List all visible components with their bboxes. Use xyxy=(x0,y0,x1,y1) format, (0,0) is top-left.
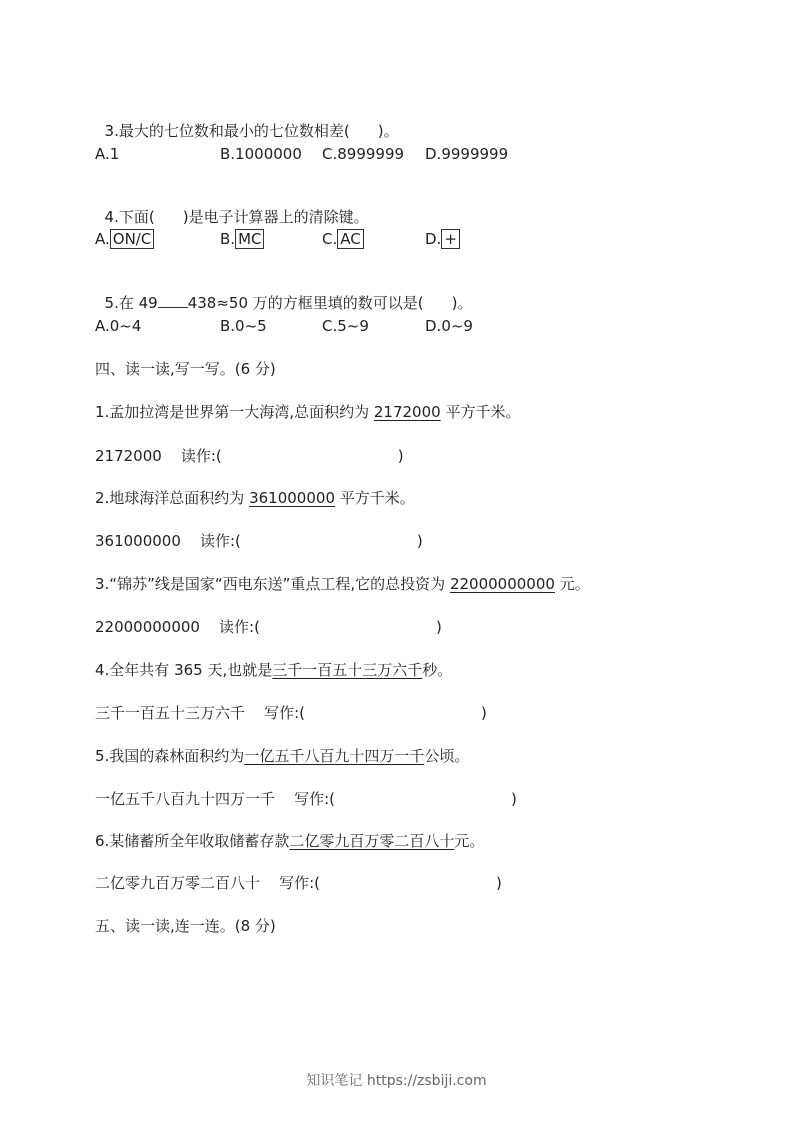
s4-item-3 xyxy=(95,574,590,594)
q4-option-d-prefix: D. xyxy=(425,230,442,248)
question-4-text-a: 4.下面( xyxy=(104,208,155,226)
ac-key-box: AC xyxy=(337,229,363,249)
s4-item-3-before: 3.“锦苏”线是国家“西电东送”重点工程,它的总投资为 xyxy=(95,575,450,593)
s4-answer-5 xyxy=(95,789,517,809)
s4-answer-3-suffix: ) xyxy=(435,618,442,636)
s4-item-1-after: 平方千米。 xyxy=(440,403,521,421)
s4-answer-6-prefix: 二亿零九百万零二百八十 写作:( xyxy=(95,874,320,892)
q5-option-a: A.0~4 xyxy=(95,317,142,335)
s4-item-6-number: 二亿零九百万零二百八十 xyxy=(289,832,455,850)
fill-blank xyxy=(158,293,188,308)
on-c-key-box: ON/C xyxy=(110,229,155,249)
s4-answer-4-prefix: 三千一百五十三万六千 写作:( xyxy=(95,704,305,722)
s4-answer-3 xyxy=(95,617,442,637)
question-5 xyxy=(95,273,473,313)
q4-option-a-prefix: A. xyxy=(95,230,110,248)
s4-item-4 xyxy=(95,660,452,680)
s4-answer-3-prefix: 22000000000 读作:( xyxy=(95,618,260,636)
mc-key-box: MC xyxy=(235,229,264,249)
q4-option-c xyxy=(322,229,364,249)
q3-option-b: B.1000000 xyxy=(220,145,302,163)
q5-option-b: B.0~5 xyxy=(220,317,267,335)
question-3-text-a: 3.最大的七位数和最小的七位数相差( xyxy=(104,122,350,140)
s4-item-2-before: 2.地球海洋总面积约为 xyxy=(95,489,250,507)
s4-item-6-before: 6.某储蓄所全年收取储蓄存款 xyxy=(95,832,290,850)
s4-answer-2-suffix: ) xyxy=(416,532,423,550)
s4-answer-2-prefix: 361000000 读作:( xyxy=(95,532,241,550)
s4-item-3-after: 元。 xyxy=(554,575,590,593)
s4-item-1-number: 2172000 xyxy=(373,403,441,421)
s4-item-5 xyxy=(95,746,469,766)
section-5-title: 五、读一读,连一连。(8 分) xyxy=(95,917,276,935)
s4-answer-1 xyxy=(95,446,404,466)
q3-option-d: D.9999999 xyxy=(425,145,509,163)
q4-option-b-prefix: B. xyxy=(220,230,236,248)
q3-option-c: C.8999999 xyxy=(322,145,405,163)
question-4 xyxy=(95,187,369,227)
s4-answer-6 xyxy=(95,873,502,893)
plus-key-box: + xyxy=(441,229,460,249)
footer-watermark: 知识笔记 https://zsbiji.com xyxy=(306,1073,487,1089)
s4-item-4-number: 三千一百五十三万六千 xyxy=(272,661,423,679)
s4-item-4-before: 4.全年共有 365 天,也就是 xyxy=(95,661,273,679)
s4-item-6-after: 元。 xyxy=(454,832,485,850)
s4-item-2-after: 平方千米。 xyxy=(335,489,415,507)
q5-option-c: C.5~9 xyxy=(322,317,369,335)
q4-option-b xyxy=(220,229,264,249)
question-5-text-a: 5.在 49 xyxy=(104,294,158,312)
s4-item-2-number: 361000000 xyxy=(249,489,335,507)
s4-answer-2 xyxy=(95,531,423,551)
section-4-title: 四、读一读,写一写。(6 分) xyxy=(95,360,276,378)
s4-answer-4 xyxy=(95,703,487,723)
s4-item-5-before: 5.我国的森林面积约为 xyxy=(95,747,245,765)
q4-option-d xyxy=(425,229,460,249)
question-4-text-b: )是电子计算器上的清除键。 xyxy=(182,208,369,226)
s4-answer-5-suffix: ) xyxy=(510,790,517,808)
question-3-text-b: )。 xyxy=(377,122,399,140)
s4-item-4-after: 秒。 xyxy=(422,661,453,679)
q4-option-a xyxy=(95,229,154,249)
s4-answer-4-suffix: ) xyxy=(480,704,487,722)
s4-answer-1-suffix: ) xyxy=(397,447,404,465)
s4-item-5-after: 公顷。 xyxy=(424,747,470,765)
s4-answer-5-prefix: 一亿五千八百九十四万一千 写作:( xyxy=(95,790,335,808)
question-5-text-c: )。 xyxy=(451,294,473,312)
q4-option-c-prefix: C. xyxy=(322,230,338,248)
s4-item-5-number: 一亿五千八百九十四万一千 xyxy=(244,747,425,765)
q5-option-d: D.0~9 xyxy=(425,317,473,335)
s4-item-1 xyxy=(95,402,520,422)
s4-item-2 xyxy=(95,488,415,508)
s4-item-3-number: 22000000000 xyxy=(449,575,555,593)
s4-item-1-before: 1.孟加拉湾是世界第一大海湾,总面积约为 xyxy=(95,403,374,421)
question-5-text-b: 438≈50 万的方框里填的数可以是( xyxy=(187,294,424,312)
s4-item-6 xyxy=(95,831,484,851)
s4-answer-1-prefix: 2172000 读作:( xyxy=(95,447,222,465)
q3-option-a: A.1 xyxy=(95,145,120,163)
question-3 xyxy=(95,101,399,141)
s4-answer-6-suffix: ) xyxy=(495,874,502,892)
